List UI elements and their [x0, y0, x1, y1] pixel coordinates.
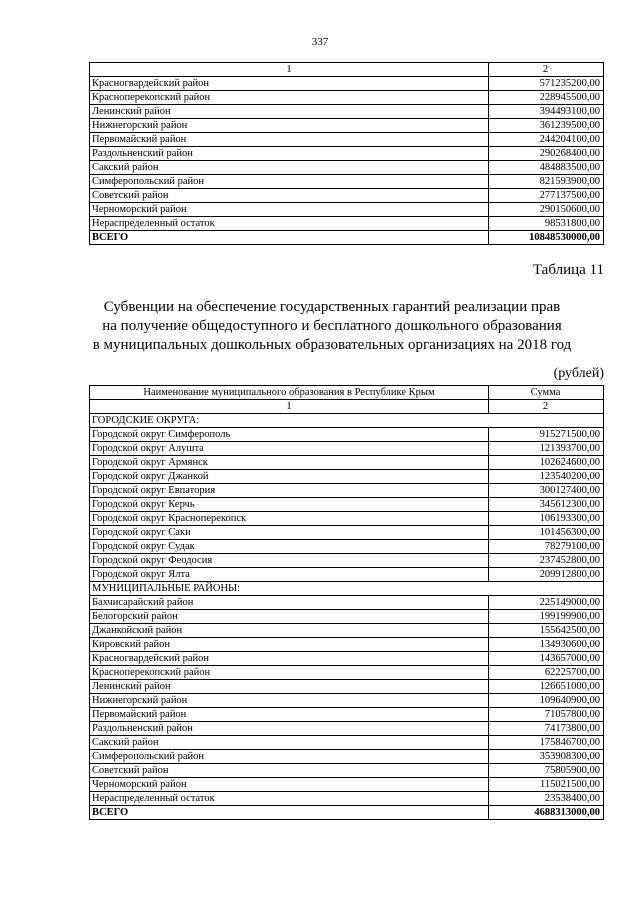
table-row: [90, 428, 604, 442]
table-row: [90, 722, 604, 736]
table-row: [90, 652, 604, 666]
name-cell: Симферопольский район: [90, 175, 489, 189]
top-table-body: [90, 63, 604, 245]
subvention-table: [89, 385, 604, 820]
name-cell: Кировский район: [90, 638, 489, 652]
table-row: [90, 512, 604, 526]
name-cell: 1: [90, 400, 489, 414]
amount-cell: 109640900,00: [489, 694, 604, 708]
amount-cell: 143657000,00: [489, 652, 604, 666]
table-caption: [60, 298, 604, 355]
table-row: [90, 442, 604, 456]
table-row: [90, 105, 604, 119]
table-row: [90, 77, 604, 91]
name-cell: Бахчисарайский район: [90, 596, 489, 610]
name-cell: Нераспределенный остаток: [90, 217, 489, 231]
amount-cell: 290150600,00: [489, 203, 604, 217]
amount-cell: 115021500,00: [489, 778, 604, 792]
table-row: [90, 708, 604, 722]
amount-cell: 361239500,00: [489, 119, 604, 133]
name-cell: Красноперекопский район: [90, 91, 489, 105]
table-row: [90, 540, 604, 554]
name-cell: Городской округ Евпатория: [90, 484, 489, 498]
table-row: [90, 189, 604, 203]
name-cell: Красноперекопский район: [90, 666, 489, 680]
amount-cell: 78279100,00: [489, 540, 604, 554]
table-row: [90, 778, 604, 792]
table-row: [90, 680, 604, 694]
amount-cell: 75805900,00: [489, 764, 604, 778]
name-cell: Красногвардейский район: [90, 77, 489, 91]
table-row: [90, 764, 604, 778]
amount-cell: 244204100,00: [489, 133, 604, 147]
name-cell: Городской округ Красноперекопск: [90, 512, 489, 526]
amount-cell: 345612300,00: [489, 498, 604, 512]
name-cell: Сакский район: [90, 161, 489, 175]
name-cell: Городской округ Судак: [90, 540, 489, 554]
name-cell: Городской округ Армянск: [90, 456, 489, 470]
amount-cell: 121393700,00: [489, 442, 604, 456]
name-cell: Красногвардейский район: [90, 652, 489, 666]
amount-cell: 175846700,00: [489, 736, 604, 750]
table-row: [90, 217, 604, 231]
name-cell: Черноморский район: [90, 203, 489, 217]
name-cell: Городской округ Алушта: [90, 442, 489, 456]
table-row: [90, 666, 604, 680]
name-cell: Советский район: [90, 189, 489, 203]
amount-cell: 4688313000,00: [489, 806, 604, 820]
name-cell: Наименование муниципального образования в Республике Крым: [90, 386, 489, 400]
amount-cell: 353908300,00: [489, 750, 604, 764]
name-cell: Джанкойский район: [90, 624, 489, 638]
name-cell: Городской округ Джанкой: [90, 470, 489, 484]
amount-cell: 915271500,00: [489, 428, 604, 442]
section-title: ГОРОДСКИЕ ОКРУГА:: [90, 414, 604, 428]
table-row: [90, 484, 604, 498]
name-cell: Городской округ Саки: [90, 526, 489, 540]
unit-label: (рублей): [553, 366, 604, 381]
caption-line: Субвенции на обеспечение государственных гарантий реализации прав: [103, 299, 561, 315]
table-row: [90, 526, 604, 540]
amount-cell: 126651000,00: [489, 680, 604, 694]
table-row: [90, 624, 604, 638]
name-cell: Первомайский район: [90, 133, 489, 147]
amount-cell: 134930600,00: [489, 638, 604, 652]
amount-cell: 300127400,00: [489, 484, 604, 498]
amount-cell: 102624600,00: [489, 456, 604, 470]
section-row: [90, 582, 604, 596]
column-number-row: [90, 400, 604, 414]
name-cell: Первомайский район: [90, 708, 489, 722]
name-cell: Городской округ Симферополь: [90, 428, 489, 442]
table-row: [90, 568, 604, 582]
table-row: [90, 161, 604, 175]
table-label: Таблица 11: [532, 262, 604, 278]
name-cell: Нижнегорский район: [90, 119, 489, 133]
table-row: [90, 91, 604, 105]
amount-cell: 199199900,00: [489, 610, 604, 624]
amount-cell: 394493100,00: [489, 105, 604, 119]
table-row: [90, 694, 604, 708]
amount-cell: 74173800,00: [489, 722, 604, 736]
name-cell: Белогорский район: [90, 610, 489, 624]
table-row: [90, 175, 604, 189]
amount-cell: 228945500,00: [489, 91, 604, 105]
total-row: [90, 231, 604, 245]
amount-cell: 290268400,00: [489, 147, 604, 161]
table-row: [90, 470, 604, 484]
table-row: [90, 610, 604, 624]
name-cell: Советский район: [90, 764, 489, 778]
table-row: [90, 203, 604, 217]
table-row: [90, 638, 604, 652]
amount-cell: 101456300,00: [489, 526, 604, 540]
total-row: [90, 806, 604, 820]
name-cell: Городской округ Ялта: [90, 568, 489, 582]
caption-line: в муниципальных дошкольных образовательных организациях на 2018 год: [92, 337, 572, 353]
subvention-table-body: [90, 386, 604, 820]
name-cell: ВСЕГО: [90, 806, 489, 820]
page-number: 337: [311, 36, 329, 48]
amount-cell: 277137500,00: [489, 189, 604, 203]
name-cell: Раздольненский район: [90, 722, 489, 736]
header-row: [90, 63, 604, 77]
name-cell: 1: [90, 63, 489, 77]
name-cell: Сакский район: [90, 736, 489, 750]
amount-cell: 62225700,00: [489, 666, 604, 680]
name-cell: Симферопольский район: [90, 750, 489, 764]
table-row: [90, 554, 604, 568]
table-row: [90, 736, 604, 750]
section-row: [90, 414, 604, 428]
table-row: [90, 750, 604, 764]
amount-cell: 571235200,00: [489, 77, 604, 91]
name-cell: Ленинский район: [90, 105, 489, 119]
amount-cell: 821593900,00: [489, 175, 604, 189]
amount-cell: 2: [489, 63, 604, 77]
amount-cell: 209912800,00: [489, 568, 604, 582]
amount-cell: 123540200,00: [489, 470, 604, 484]
amount-cell: 98531800,00: [489, 217, 604, 231]
name-cell: ВСЕГО: [90, 231, 489, 245]
amount-cell: 10848530000,00: [489, 231, 604, 245]
table-row: [90, 133, 604, 147]
table-row: [90, 498, 604, 512]
name-cell: Черноморский район: [90, 778, 489, 792]
name-cell: Нераспределенный остаток: [90, 792, 489, 806]
amount-cell: 71057800,00: [489, 708, 604, 722]
table-row: [90, 596, 604, 610]
amount-cell: Сумма: [489, 386, 604, 400]
amount-cell: 484883500,00: [489, 161, 604, 175]
amount-cell: 237452800,00: [489, 554, 604, 568]
name-cell: Городской округ Феодосия: [90, 554, 489, 568]
header-row: [90, 386, 604, 400]
name-cell: Нижнегорский район: [90, 694, 489, 708]
amount-cell: 155642500,00: [489, 624, 604, 638]
table-row: [90, 792, 604, 806]
caption-line: на получение общедоступного и бесплатного дошкольного образования: [102, 318, 562, 334]
table-row: [90, 119, 604, 133]
name-cell: Ленинский район: [90, 680, 489, 694]
name-cell: Раздольненский район: [90, 147, 489, 161]
amount-cell: 225149000,00: [489, 596, 604, 610]
top-table: [89, 62, 604, 245]
amount-cell: 106193300,00: [489, 512, 604, 526]
amount-cell: 2: [489, 400, 604, 414]
section-title: МУНИЦИПАЛЬНЫЕ РАЙОНЫ:: [90, 582, 604, 596]
amount-cell: 23538400,00: [489, 792, 604, 806]
table-row: [90, 147, 604, 161]
table-row: [90, 456, 604, 470]
name-cell: Городской округ Керчь: [90, 498, 489, 512]
